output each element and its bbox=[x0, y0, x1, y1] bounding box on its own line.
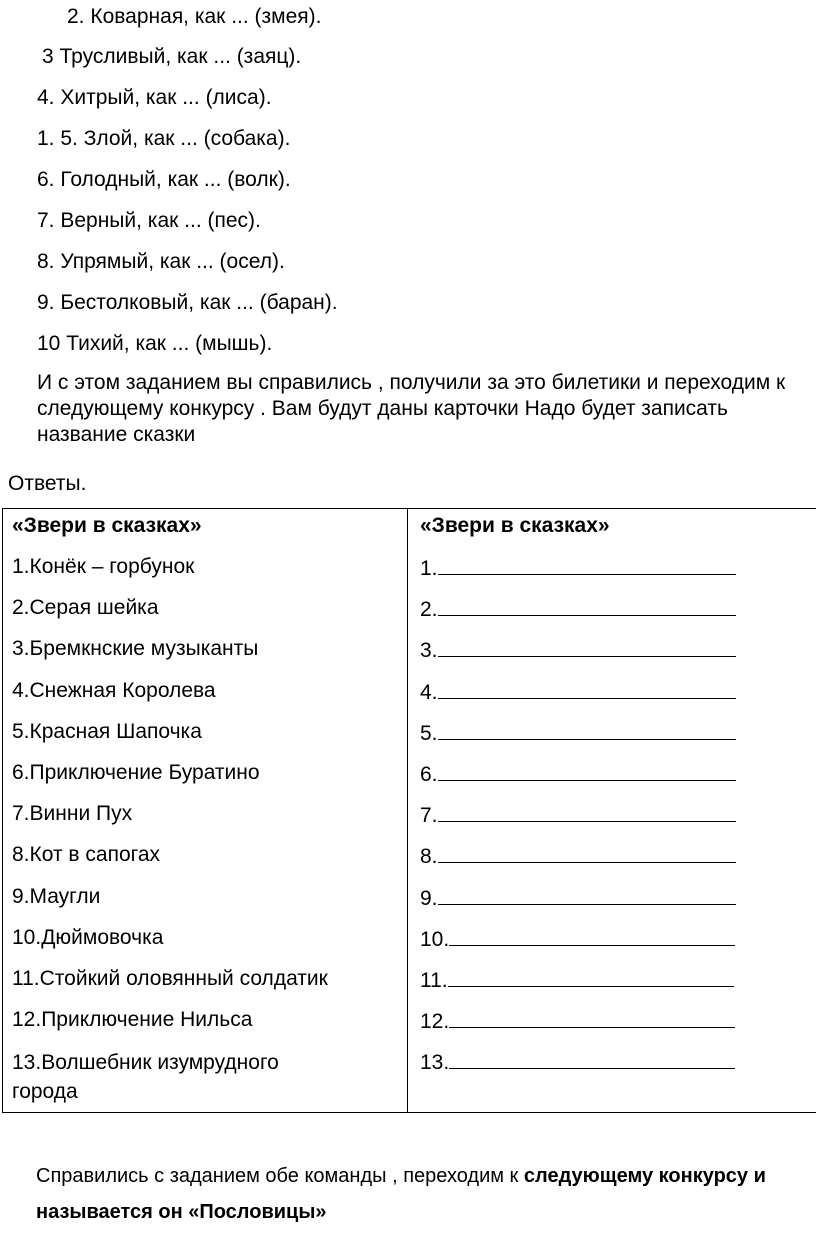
answer-blank[interactable] bbox=[438, 719, 736, 740]
answer-line[interactable] bbox=[420, 1007, 808, 1048]
answer-blank[interactable] bbox=[438, 801, 736, 822]
answer-number: 3. bbox=[420, 639, 438, 663]
tale-item: 5.Красная Шапочка bbox=[12, 719, 202, 743]
answer-blank[interactable] bbox=[449, 1007, 735, 1028]
tale-item: 6.Приключение Буратино bbox=[12, 760, 260, 784]
list-item: 10 Тихий, как ... (мышь). bbox=[37, 332, 273, 355]
answer-number: 11. bbox=[420, 968, 448, 992]
list-item: 9. Бестолковый, как ... (баран). bbox=[37, 291, 338, 314]
answer-blank[interactable] bbox=[438, 678, 736, 699]
tale-item: 8.Кот в сапогах bbox=[12, 843, 161, 867]
tale-item: 13.Волшебник изумрудного города bbox=[12, 1051, 279, 1104]
footer-bold-text: следующему конкурсу и называется он «Пословицы» bbox=[36, 1165, 766, 1223]
tale-item: 7.Винни Пух bbox=[12, 802, 133, 826]
tale-item: 1.Конёк – горбунок bbox=[12, 555, 195, 578]
answer-line[interactable] bbox=[420, 842, 808, 883]
answer-line[interactable] bbox=[420, 884, 808, 925]
list-item: 6. Голодный, как ... (волк). bbox=[37, 168, 291, 191]
list-item: 7. Верный, как ... (пес). bbox=[37, 209, 261, 232]
answer-blank[interactable] bbox=[438, 884, 736, 905]
instruction-paragraph: И с этом заданием вы справились , получили за это билетики и переходим к следующему конкурсу . Вам будут даны карточки Надо будет записать название сказки bbox=[37, 371, 786, 446]
answer-blank[interactable] bbox=[438, 842, 736, 863]
answer-number: 1. bbox=[420, 557, 438, 580]
tale-item: 4.Снежная Королева bbox=[12, 678, 216, 702]
answer-line[interactable] bbox=[420, 719, 808, 760]
tale-item: 12.Приключение Нильса bbox=[12, 1008, 253, 1032]
answer-line[interactable] bbox=[420, 760, 808, 801]
tale-item: 3.Бремкнские музыканты bbox=[12, 637, 259, 661]
tale-item: 2.Серая шейка bbox=[12, 596, 159, 620]
answer-number: 8. bbox=[420, 845, 438, 869]
answer-line[interactable] bbox=[420, 801, 808, 842]
footer-paragraph bbox=[36, 1158, 796, 1230]
tale-item: 11.Стойкий оловянный солдатик bbox=[12, 966, 328, 990]
answer-number: 4. bbox=[420, 680, 438, 704]
answer-number: 6. bbox=[420, 762, 438, 786]
answer-number: 5. bbox=[420, 721, 438, 745]
answers-heading: Ответы. bbox=[8, 472, 87, 495]
answer-line[interactable] bbox=[420, 554, 808, 595]
answer-blank[interactable] bbox=[448, 966, 734, 987]
answer-number: 9. bbox=[420, 886, 438, 910]
answer-line[interactable] bbox=[420, 925, 808, 966]
fairy-tales-table bbox=[2, 508, 816, 1113]
answer-line[interactable] bbox=[420, 966, 808, 1007]
right-header: «Звери в сказках» bbox=[420, 514, 610, 537]
answer-blank[interactable] bbox=[438, 760, 736, 781]
answer-line[interactable] bbox=[420, 1048, 808, 1089]
list-item: 4. Хитрый, как ... (лиса). bbox=[37, 86, 272, 109]
answer-line[interactable] bbox=[420, 636, 808, 677]
list-item: 8. Упрямый, как ... (осел). bbox=[37, 250, 285, 273]
answer-blank[interactable] bbox=[438, 636, 736, 657]
left-column bbox=[3, 509, 408, 1113]
tale-item: 10.Дюймовочка bbox=[12, 925, 164, 949]
footer-text: Справились с заданием обе команды , переходим к bbox=[36, 1165, 524, 1187]
list-item: 3 Трусливый, как ... (заяц). bbox=[42, 45, 302, 68]
list-item: 2. Коварная, как ... (змея). bbox=[67, 5, 322, 28]
right-column bbox=[408, 509, 816, 1113]
answer-blank[interactable] bbox=[438, 554, 736, 575]
answer-line[interactable] bbox=[420, 595, 808, 636]
answer-blank[interactable] bbox=[438, 595, 736, 616]
answer-number: 13. bbox=[420, 1051, 450, 1075]
answer-number: 2. bbox=[420, 598, 438, 622]
answer-blank[interactable] bbox=[449, 925, 735, 946]
tale-item: 9.Маугли bbox=[12, 884, 101, 908]
answer-number: 10. bbox=[420, 927, 450, 951]
answer-blank[interactable] bbox=[449, 1048, 735, 1069]
answer-number: 7. bbox=[420, 804, 438, 828]
left-header: «Звери в сказках» bbox=[12, 514, 202, 537]
answer-line[interactable] bbox=[420, 678, 808, 719]
answer-number: 12. bbox=[420, 1010, 450, 1034]
list-item: 1. 5. Злой, как ... (собака). bbox=[37, 127, 291, 150]
